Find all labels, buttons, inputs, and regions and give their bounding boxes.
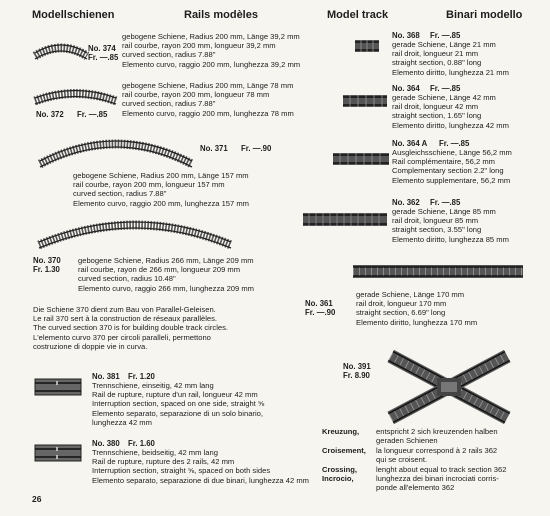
page-number: 26 [32,494,42,504]
item-391-kw-de: Kreuzung, [322,427,360,436]
item-391-text-fr: la longueur correspond à 2 rails 362 qui se croisent. [376,446,498,465]
item-361-number: No. 361 [305,299,333,308]
item-372-number: No. 372 [36,110,64,119]
item-362-number: No. 362 [392,198,420,207]
item-371-number: No. 371 [200,144,228,153]
item-364a-description: Ausgleichsschiene, Länge 56,2 mm Rail complémentaire, 56,2 mm Complementary section 2.2" long Elemento supplementare, 56,2 mm [392,148,512,185]
track-371-image [36,128,196,168]
item-381-price: Fr. 1.20 [128,372,155,381]
item-381-description: Trennschiene, einseitig, 42 mm lang Rail de rupture, rupture d'un rail, longueur 42 mm Interruption section, spaced on one side, straight ⅝ Elemento separato, separazione di un solo binario, lunghezza 42 mm [92,381,265,427]
track-381-image [33,376,83,398]
item-371-description: gebogene Schiene, Radius 200 mm, Länge 157 mm rail courbe, rayon 200 mm, longueur 157 mm curved section, radius 7.88" Elemento curvo, raggio 200 mm, lunghezza 157 mm [73,171,250,208]
item-364-description: gerade Schiene, Länge 42 mm rail droit, longueur 42 mm straight section, 1.65" long Elemento diritto, lunghezza 42 mm [392,93,509,130]
item-368-price: Fr. —.85 [430,31,461,40]
item-370-number: No. 370 [33,256,61,265]
item-391-kw-fr: Croisement, [322,446,366,455]
item-381-number: No. 381 [92,372,120,381]
header-en: Model track [327,9,389,21]
item-391-text-it: lunghezza dei binari incrociati corris- ponde all'elemento 362 [376,474,499,493]
track-380-image [33,442,83,464]
item-391-text-de: entspricht 2 sich kreuzenden halben geraden Schienen [376,427,498,446]
item-391-number: No. 391 [343,362,371,371]
item-364a-price: Fr. —.85 [439,139,470,148]
item-371-price: Fr. —.90 [241,144,272,153]
item-374-number: No. 374 [88,44,116,53]
track-361-image [352,262,524,282]
item-372-price: Fr. —.85 [77,110,108,119]
item-362-description: gerade Schiene, Länge 85 mm rail droit, longueur 85 mm straight section, 3.55" long Elemento diritto, lunghezza 85 mm [392,207,509,244]
header-de: Modellschienen [32,9,115,21]
header-fr: Rails modèles [184,9,258,21]
item-391-price: Fr. 8.90 [343,371,370,380]
item-364-price: Fr. —.85 [430,84,461,93]
track-374-image [33,38,89,60]
item-362-price: Fr. —.85 [430,198,461,207]
note-370: Die Schiene 370 dient zum Bau von Parallel-Geleisen. Le rail 370 sert à la construction de réseaux parallèles. The curved section 370 is for building double track circles. L'elemento curvo 370 per circoli paralleli, permettono costruzione di doppie vie in curva. [33,305,229,351]
item-368-number: No. 368 [392,31,420,40]
track-370-image [35,209,235,249]
item-361-description: gerade Schiene, Länge 170 mm rail droit, longueur 170 mm straight section, 6.69" long Elemento diritto, lunghezza 170 mm [356,290,478,327]
track-391-image [387,350,511,424]
item-364a-number: No. 364 A [392,139,428,148]
item-374-price: Fr. —.85 [88,53,119,62]
item-374-description: gebogene Schiene, Radius 200 mm, Länge 39,2 mm rail courbe, rayon 200 mm, longueur 39,2 mm curved section, radius 7.88" Elemento curvo, raggio 200 mm, lunghezza 39,2 mm [122,32,301,69]
item-391-kw-en: Crossing, [322,465,358,474]
item-361-price: Fr. —.90 [305,308,336,317]
item-370-price: Fr. 1.30 [33,265,60,274]
item-364-number: No. 364 [392,84,420,93]
item-370-description: gebogene Schiene, Radius 266 mm, Länge 209 mm rail courbe, rayon de 266 mm, longueur 209 mm curved section, radius 10.48" Elemento curvo, raggio 266 mm, lunghezza 209 mm [78,256,255,293]
item-391-kw-it: Incrocio, [322,474,354,483]
track-372-image [33,84,118,106]
item-380-description: Trennschiene, beidseitig, 42 mm lang Rail de rupture, rupture des 2 rails, 42 mm Interruption section, straight ⅝, spaced on both sides Elemento separato, separazione di due binari, lunghezza 42 mm [92,448,309,485]
track-362-image [302,210,388,230]
track-364-image [342,92,388,110]
track-364a-image [332,150,390,168]
header-it: Binari modello [446,9,523,21]
track-368-image [354,37,380,55]
item-380-number: No. 380 [92,439,120,448]
item-368-description: gerade Schiene, Länge 21 mm rail droit, longueur 21 mm straight section, 0.88" long Elemento diritto, lunghezza 21 mm [392,40,509,77]
item-372-description: gebogene Schiene, Radius 200 mm, Länge 78 mm rail courbe, rayon 200 mm, longueur 78 mm curved section, radius 7.88" Elemento curvo, raggio 200 mm, lunghezza 78 mm [122,81,294,118]
item-391-text-en: lenght about equal to track section 362 [376,465,507,474]
item-380-price: Fr. 1.60 [128,439,155,448]
